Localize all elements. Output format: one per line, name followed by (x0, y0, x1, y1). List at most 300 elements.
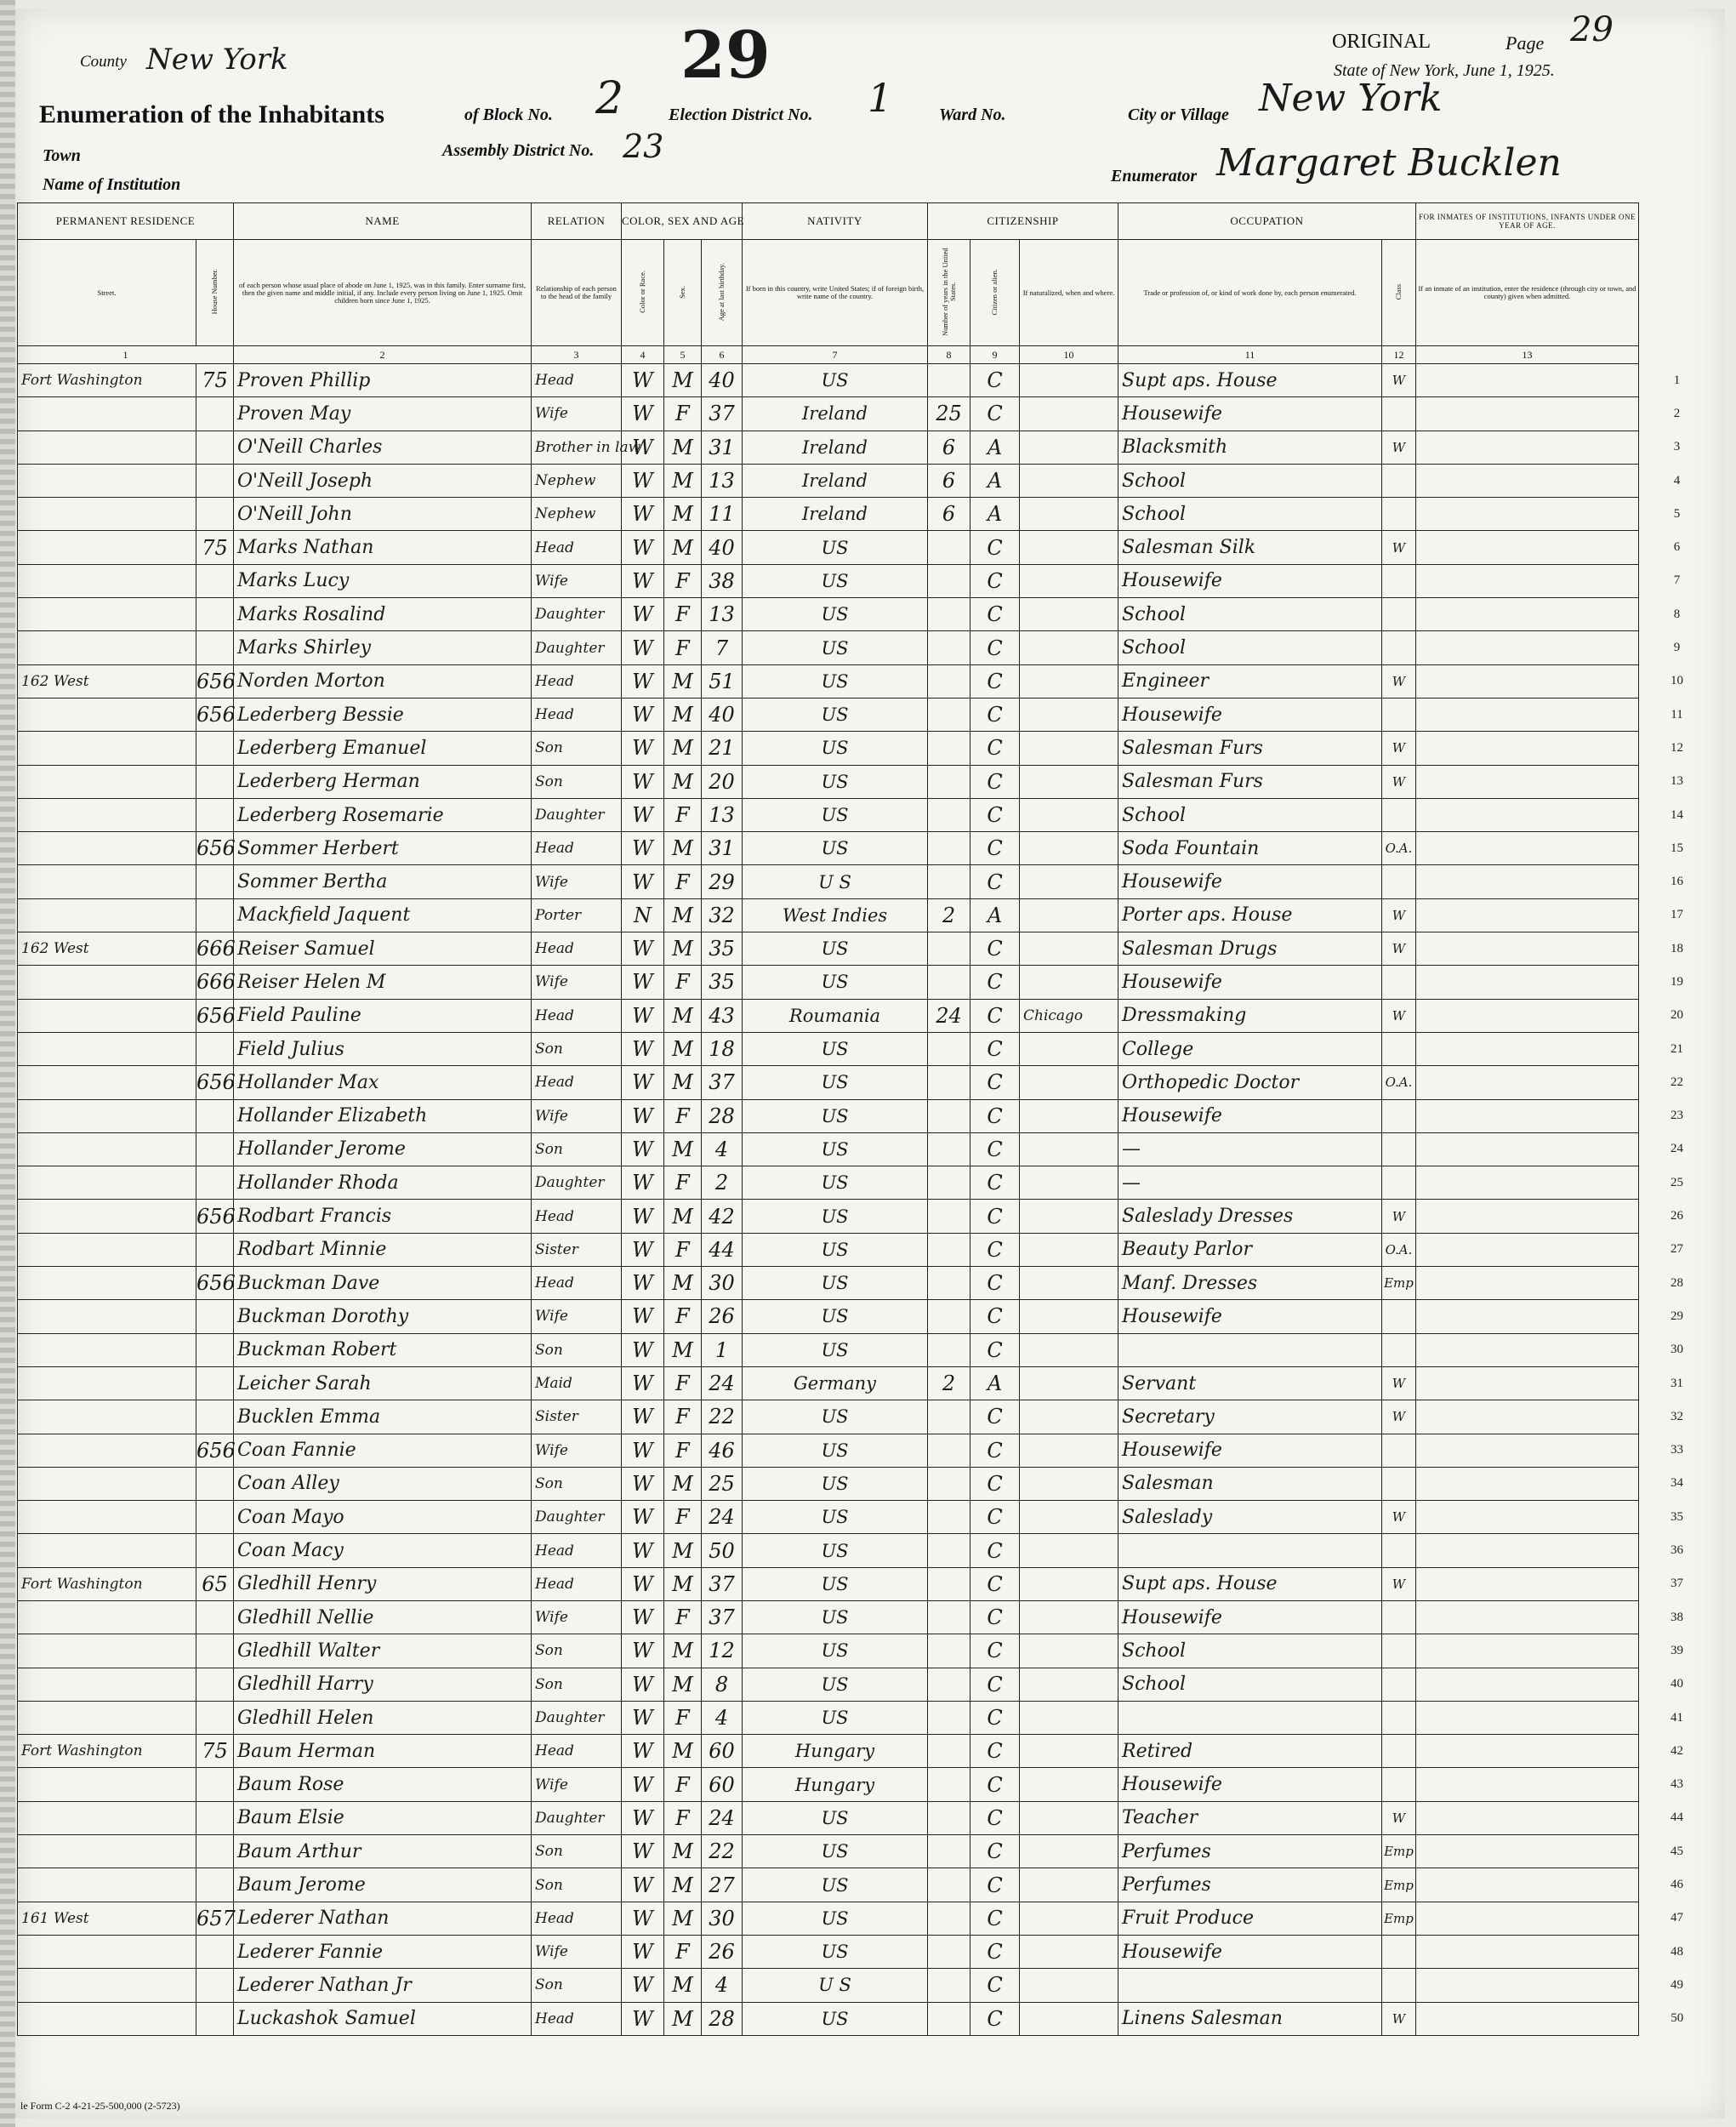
age-cell: 22 (702, 1835, 743, 1868)
occupation-cell: Housewife (1118, 1600, 1382, 1634)
house-number-cell (196, 1768, 234, 1801)
inmate-residence-cell (1416, 1434, 1639, 1467)
inmate-residence-cell (1416, 1768, 1639, 1801)
line-number: 1 (1673, 373, 1681, 387)
inmate-residence-cell (1416, 1132, 1639, 1166)
inmate-residence-cell (1416, 1501, 1639, 1534)
col-num-11: 11 (1118, 346, 1382, 364)
sex-cell: F (664, 865, 702, 898)
color-cell: W (622, 1902, 664, 1935)
street-cell (18, 1969, 196, 2002)
class-cell (1382, 1032, 1416, 1065)
line-number: 6 (1673, 540, 1681, 555)
name-cell: Lederer Nathan (234, 1902, 532, 1935)
occupation-cell: Supt aps. House (1118, 1567, 1382, 1600)
relation-cell: Head (532, 1567, 622, 1600)
citizenship-cell: C (970, 1534, 1020, 1567)
inmate-residence-cell (1416, 1801, 1639, 1834)
sex-cell: M (664, 1534, 702, 1567)
name-cell: O'Neill John (234, 498, 532, 531)
original-label: ORIGINAL (1332, 31, 1431, 53)
sex-cell: M (664, 1868, 702, 1902)
name-cell: Buckman Dorothy (234, 1300, 532, 1333)
relation-cell: Maid (532, 1366, 622, 1400)
col-num-10: 10 (1020, 346, 1118, 364)
color-cell: W (622, 397, 664, 431)
street-cell (18, 598, 196, 631)
table-row (18, 598, 1712, 631)
years-in-us-cell (928, 865, 970, 898)
line-number: 40 (1671, 1677, 1683, 1691)
line-number: 45 (1671, 1844, 1683, 1858)
inmate-residence-cell (1416, 732, 1639, 765)
house-number-cell: 666 (196, 932, 234, 966)
naturalized-cell (1020, 798, 1118, 831)
sub-house-text: House Number. (210, 269, 219, 315)
table-row (18, 1099, 1712, 1132)
years-in-us-cell: 6 (928, 431, 970, 464)
relation-cell: Son (532, 1634, 622, 1668)
sex-cell: F (664, 1434, 702, 1467)
naturalized-cell (1020, 1434, 1118, 1467)
age-cell: 25 (702, 1467, 743, 1500)
table-row (18, 1467, 1712, 1500)
age-cell: 43 (702, 999, 743, 1032)
color-cell: W (622, 1801, 664, 1834)
age-cell: 1 (702, 1333, 743, 1366)
naturalized-cell (1020, 1735, 1118, 1768)
years-in-us-cell (928, 1166, 970, 1200)
table-row (18, 531, 1712, 564)
relation-cell: Sister (532, 1400, 622, 1434)
sex-cell: F (664, 1935, 702, 1968)
inmate-residence-cell (1416, 397, 1639, 431)
nativity-cell: US (743, 1099, 928, 1132)
line-number: 33 (1671, 1443, 1683, 1457)
occupation-cell (1118, 1969, 1382, 2002)
relation-cell: Son (532, 1132, 622, 1166)
house-number-cell (196, 1032, 234, 1065)
line-number: 20 (1671, 1008, 1683, 1023)
sex-cell: M (664, 1267, 702, 1300)
line-number-header (1639, 203, 1712, 240)
class-cell (1382, 798, 1416, 831)
color-cell: W (622, 1066, 664, 1099)
house-number-cell: 666 (196, 966, 234, 999)
age-cell: 46 (702, 1434, 743, 1467)
age-cell: 2 (702, 1166, 743, 1200)
relation-cell: Son (532, 1032, 622, 1065)
sub-naturalized: If naturalized, when and where. (1020, 240, 1118, 346)
table-row (18, 1835, 1712, 1868)
years-in-us-cell: 6 (928, 464, 970, 497)
age-cell: 30 (702, 1902, 743, 1935)
inmate-residence-cell (1416, 1634, 1639, 1668)
nativity-cell: US (743, 1600, 928, 1634)
years-in-us-cell (928, 1634, 970, 1668)
years-in-us-cell (928, 1735, 970, 1768)
naturalized-cell (1020, 364, 1118, 397)
occupation-cell: Housewife (1118, 1935, 1382, 1968)
age-cell: 37 (702, 1600, 743, 1634)
years-in-us-cell (928, 1233, 970, 1266)
relation-cell: Wife (532, 564, 622, 597)
nativity-cell: US (743, 1501, 928, 1534)
nativity-cell: Germany (743, 1366, 928, 1400)
relation-cell: Wife (532, 865, 622, 898)
table-row (18, 364, 1712, 397)
line-number: 13 (1671, 774, 1683, 789)
line-number: 37 (1671, 1577, 1683, 1591)
line-number: 41 (1671, 1710, 1683, 1725)
years-in-us-cell (928, 598, 970, 631)
class-cell: W (1382, 898, 1416, 932)
citizenship-cell: C (970, 1701, 1020, 1734)
class-cell: W (1382, 364, 1416, 397)
class-cell: W (1382, 1567, 1416, 1600)
naturalized-cell (1020, 1868, 1118, 1902)
nativity-cell: U S (743, 1969, 928, 2002)
age-cell: 13 (702, 598, 743, 631)
citizenship-cell: C (970, 1969, 1020, 2002)
street-cell (18, 898, 196, 932)
citizenship-cell: C (970, 832, 1020, 865)
years-in-us-cell (928, 1534, 970, 1567)
relation-cell: Wife (532, 1300, 622, 1333)
age-cell: 22 (702, 1400, 743, 1434)
relation-cell: Son (532, 1467, 622, 1500)
occupation-cell: Servant (1118, 1366, 1382, 1400)
citizenship-cell: C (970, 1132, 1020, 1166)
nativity-cell: US (743, 364, 928, 397)
house-number-cell (196, 1366, 234, 1400)
line-number: 16 (1671, 875, 1683, 889)
enumerator-label: Enumerator (1111, 167, 1198, 185)
class-cell: O.A. (1382, 832, 1416, 865)
line-number: 3 (1673, 440, 1681, 454)
years-in-us-cell (928, 1467, 970, 1500)
inmate-residence-cell (1416, 765, 1639, 798)
occupation-cell: College (1118, 1032, 1382, 1065)
name-cell: Gledhill Harry (234, 1668, 532, 1701)
street-cell (18, 631, 196, 664)
house-number-cell (196, 397, 234, 431)
page-binding-edge (0, 0, 15, 2127)
class-cell: Emp (1382, 1835, 1416, 1868)
age-cell: 24 (702, 1501, 743, 1534)
name-cell: Baum Elsie (234, 1801, 532, 1834)
table-row (18, 1534, 1712, 1567)
class-cell: W (1382, 1366, 1416, 1400)
inmate-residence-cell (1416, 798, 1639, 831)
name-cell: Baum Herman (234, 1735, 532, 1768)
house-number-cell (196, 798, 234, 831)
line-number: 11 (1671, 707, 1683, 721)
years-in-us-cell (928, 1099, 970, 1132)
age-cell: 37 (702, 397, 743, 431)
class-cell: W (1382, 765, 1416, 798)
class-cell (1382, 1534, 1416, 1567)
color-cell: W (622, 464, 664, 497)
nativity-cell: US (743, 1868, 928, 1902)
street-cell: 162 West (18, 664, 196, 698)
sub-color-text: Color or Race. (638, 271, 646, 313)
age-cell: 60 (702, 1735, 743, 1768)
occupation-cell: Saleslady (1118, 1501, 1382, 1534)
citizenship-cell: C (970, 765, 1020, 798)
years-in-us-cell (928, 531, 970, 564)
street-cell (18, 1267, 196, 1300)
street-cell: Fort Washington (18, 1735, 196, 1768)
class-cell (1382, 1333, 1416, 1366)
naturalized-cell (1020, 1267, 1118, 1300)
table-row (18, 464, 1712, 497)
citizenship-cell: C (970, 1501, 1020, 1534)
nativity-cell: Ireland (743, 464, 928, 497)
nativity-cell: US (743, 1400, 928, 1434)
table-row (18, 2002, 1712, 2035)
inmate-residence-cell (1416, 1534, 1639, 1567)
citizenship-cell: C (970, 1868, 1020, 1902)
sub-sex (664, 240, 702, 346)
name-cell: Field Pauline (234, 999, 532, 1032)
house-number-cell (196, 1300, 234, 1333)
class-cell (1382, 1735, 1416, 1768)
line-number: 4 (1673, 473, 1681, 488)
naturalized-cell (1020, 1668, 1118, 1701)
inmate-residence-cell (1416, 1200, 1639, 1233)
age-cell: 12 (702, 1634, 743, 1668)
house-number-cell: 75 (196, 1735, 234, 1768)
color-cell: W (622, 1300, 664, 1333)
nativity-cell: US (743, 2002, 928, 2035)
relation-cell: Nephew (532, 464, 622, 497)
relation-cell: Daughter (532, 798, 622, 831)
citizenship-cell: C (970, 999, 1020, 1032)
house-number-cell (196, 598, 234, 631)
relation-cell: Head (532, 832, 622, 865)
naturalized-cell (1020, 1768, 1118, 1801)
line-number: 49 (1671, 1977, 1683, 1992)
house-number-cell (196, 865, 234, 898)
years-in-us-cell (928, 966, 970, 999)
table-row (18, 397, 1712, 431)
sex-cell: M (664, 364, 702, 397)
name-cell: Baum Arthur (234, 1835, 532, 1868)
sex-cell: F (664, 798, 702, 831)
name-cell: Gledhill Walter (234, 1634, 532, 1668)
nativity-cell: US (743, 1333, 928, 1366)
class-cell (1382, 564, 1416, 597)
naturalized-cell (1020, 397, 1118, 431)
years-in-us-cell (928, 1868, 970, 1902)
occupation-cell: Beauty Parlor (1118, 1233, 1382, 1266)
nativity-cell: US (743, 765, 928, 798)
sex-cell: M (664, 1668, 702, 1701)
name-cell: Hollander Rhoda (234, 1166, 532, 1200)
occupation-cell: Soda Fountain (1118, 832, 1382, 865)
inmate-residence-cell (1416, 1300, 1639, 1333)
table-row (18, 498, 1712, 531)
naturalized-cell (1020, 498, 1118, 531)
age-cell: 26 (702, 1300, 743, 1333)
table-row (18, 1233, 1712, 1266)
institution-label: Name of Institution (43, 175, 181, 194)
line-number: 46 (1671, 1878, 1683, 1891)
color-cell: W (622, 698, 664, 731)
line-number: 17 (1671, 908, 1683, 922)
naturalized-cell (1020, 1501, 1118, 1534)
name-cell: Lederer Nathan Jr (234, 1969, 532, 2002)
house-number-cell (196, 431, 234, 464)
table-row (18, 966, 1712, 999)
table-row (18, 932, 1712, 966)
naturalized-cell (1020, 1032, 1118, 1065)
naturalized-cell (1020, 531, 1118, 564)
line-number: 21 (1671, 1041, 1683, 1056)
nativity-cell: Ireland (743, 431, 928, 464)
line-number: 50 (1671, 2011, 1684, 2026)
occupation-cell: Salesman Drugs (1118, 932, 1382, 966)
years-in-us-cell: 24 (928, 999, 970, 1032)
sex-cell: M (664, 464, 702, 497)
sub-age-text: Age at last birthday. (717, 262, 726, 322)
years-in-us-cell (928, 1132, 970, 1166)
citizenship-cell: C (970, 732, 1020, 765)
color-cell: W (622, 765, 664, 798)
street-cell (18, 1400, 196, 1434)
class-cell: W (1382, 1400, 1416, 1434)
nativity-cell: Ireland (743, 397, 928, 431)
color-cell: W (622, 1132, 664, 1166)
citizenship-cell: C (970, 865, 1020, 898)
sub-citizen-text: Citizen or alien. (990, 268, 999, 316)
color-cell: W (622, 932, 664, 966)
class-cell (1382, 1467, 1416, 1500)
inmate-residence-cell (1416, 1267, 1639, 1300)
citizenship-cell: C (970, 1668, 1020, 1701)
line-number: 43 (1671, 1777, 1683, 1792)
age-cell: 50 (702, 1534, 743, 1567)
citizenship-cell: C (970, 631, 1020, 664)
sex-cell: F (664, 564, 702, 597)
col-num-6: 6 (702, 346, 743, 364)
class-cell: W (1382, 932, 1416, 966)
color-cell: W (622, 1835, 664, 1868)
name-cell: Reiser Samuel (234, 932, 532, 966)
house-number-cell (196, 1668, 234, 1701)
relation-cell: Wife (532, 397, 622, 431)
name-cell: Marks Lucy (234, 564, 532, 597)
relation-cell: Head (532, 1066, 622, 1099)
inmate-residence-cell (1416, 832, 1639, 865)
citizenship-cell: C (970, 1902, 1020, 1935)
class-cell: W (1382, 1801, 1416, 1834)
naturalized-cell (1020, 1400, 1118, 1434)
class-cell: W (1382, 1200, 1416, 1233)
line-number: 22 (1671, 1075, 1683, 1089)
line-number: 48 (1671, 1944, 1683, 1959)
citizenship-cell: A (970, 464, 1020, 497)
nativity-cell: US (743, 531, 928, 564)
sub-inmates: If an inmate of an institution, enter the residence (through city or town, and county) given when admitted. (1416, 240, 1639, 346)
class-cell (1382, 1300, 1416, 1333)
nativity-cell: US (743, 832, 928, 865)
years-in-us-cell (928, 1300, 970, 1333)
sex-cell: F (664, 1701, 702, 1734)
table-row (18, 1066, 1712, 1099)
age-cell: 20 (702, 765, 743, 798)
citizenship-cell: C (970, 1300, 1020, 1333)
table-row (18, 664, 1712, 698)
sex-cell: M (664, 765, 702, 798)
citizenship-cell: C (970, 1634, 1020, 1668)
name-cell: Lederberg Emanuel (234, 732, 532, 765)
relation-cell: Daughter (532, 1501, 622, 1534)
years-in-us-cell (928, 1501, 970, 1534)
occupation-cell (1118, 1534, 1382, 1567)
inmate-residence-cell (1416, 464, 1639, 497)
color-cell: W (622, 1233, 664, 1266)
line-number: 35 (1671, 1509, 1683, 1524)
naturalized-cell (1020, 1099, 1118, 1132)
street-cell (18, 1032, 196, 1065)
years-in-us-cell (928, 798, 970, 831)
page-value: 29 (1570, 10, 1614, 49)
relation-cell: Wife (532, 1099, 622, 1132)
inmate-residence-cell (1416, 1935, 1639, 1968)
relation-cell: Head (532, 999, 622, 1032)
sex-cell: F (664, 1768, 702, 1801)
table-row (18, 1333, 1712, 1366)
citizenship-cell: C (970, 564, 1020, 597)
table-row (18, 1200, 1712, 1233)
nums-line-spacer (1639, 346, 1712, 364)
years-in-us-cell: 6 (928, 498, 970, 531)
street-cell (18, 1300, 196, 1333)
nativity-cell: US (743, 1534, 928, 1567)
table-row (18, 1434, 1712, 1467)
nativity-cell: US (743, 1132, 928, 1166)
line-number: 26 (1671, 1209, 1683, 1223)
naturalized-cell (1020, 898, 1118, 932)
years-in-us-cell (928, 832, 970, 865)
color-cell: W (622, 1099, 664, 1132)
age-cell: 18 (702, 1032, 743, 1065)
citizenship-cell: C (970, 598, 1020, 631)
group-inmates: FOR INMATES OF INSTITUTIONS, INFANTS UNDER ONE YEAR OF AGE. (1416, 203, 1639, 240)
relation-cell: Head (532, 1200, 622, 1233)
age-cell: 31 (702, 431, 743, 464)
table-row (18, 631, 1712, 664)
street-cell (18, 464, 196, 497)
citizenship-cell: A (970, 431, 1020, 464)
col-num-13: 13 (1416, 346, 1639, 364)
sub-color (622, 240, 664, 346)
enumeration-title: Enumeration of the Inhabitants (39, 100, 384, 128)
table-row (18, 1267, 1712, 1300)
color-cell: W (622, 1735, 664, 1768)
street-cell (18, 1668, 196, 1701)
inmate-residence-cell (1416, 898, 1639, 932)
col-num-1: 1 (18, 346, 234, 364)
nativity-cell: US (743, 1567, 928, 1600)
town-label: Town (43, 146, 81, 165)
relation-cell: Son (532, 765, 622, 798)
nativity-cell: US (743, 1668, 928, 1701)
age-cell: 40 (702, 364, 743, 397)
occupation-cell: Housewife (1118, 1099, 1382, 1132)
